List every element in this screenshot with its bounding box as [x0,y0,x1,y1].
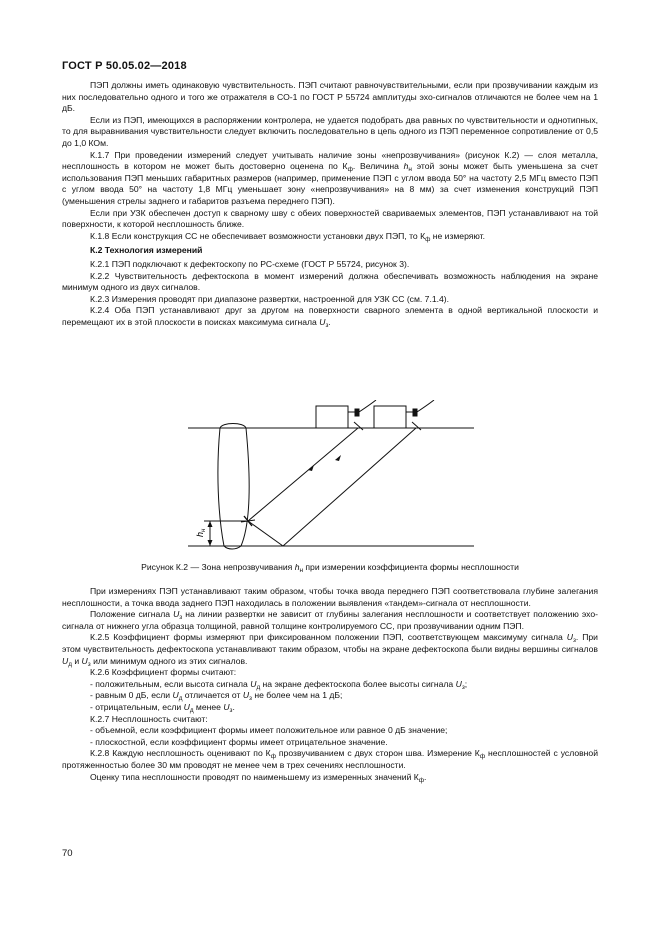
body-text-lower [62,586,598,783]
front-probe [316,406,348,428]
paragraph-k25: К.2.5 Коэффициент формы измеряют при фиксированном положении ПЭП, соответствующем максимуму сигнала $U_з$. При этом чувствительность дефектоскопа устанавливают таким образом, чтобы на экране дефектоскопа были видны вершины сигналов $U_д$ и $U_з$ или минимум одного из этих сигналов. [62,632,598,668]
body-text-upper [62,80,598,328]
paragraph: При измерениях ПЭП устанавливают таким образом, чтобы точка ввода переднего ПЭП соответствовала глубине залегания несплошности, а точка ввода заднего ПЭП находилась в положении выявления «тандем»-сигнала от несплошности. [62,586,598,608]
rear-probe-cable [417,400,434,412]
paragraph: Если из ПЭП, имеющихся в распоряжении контролера, не удается подобрать два равных по чувствительности и однотипных, то для выравнивания чувствительности следует включить последовательно в цепь одного из ПЭП переменное сопротивление от 0,5 до 1,0 КОм. [62,114,598,148]
rear-probe [374,406,406,428]
paragraph-k21: К.2.1 ПЭП подключают к дефектоскопу по РС-схеме (ГОСТ Р 55724, рисунок 3). [90,258,410,269]
section-heading: К.2 Технология измерений [90,245,203,256]
paragraph-k22: К.2.2 Чувствительность дефектоскопа в момент измерений должна обеспечивать возможность наблюдения на экране минимум одного из двух сигналов. [62,270,598,293]
paragraph-k26: К.2.6 Коэффициент формы считают: [90,667,237,678]
rear-beam-reflect [248,521,283,546]
figure-label-h: $h_н$ [195,528,207,537]
paragraph-k28: К.2.8 Каждую несплошность оценивают по $К_ф$ прозвучиванием с двух сторон шва. Измерение $К_ф$ несплошностей с условной протяженностью более 30 мм проводят не менее чем в трех сечениях несплошности. [62,748,598,770]
paragraph: Положение сигнала $U_з$ на линии развертки не зависит от глубины залегания несплошности и соответствует положению эхо-сигнала от нижнего угла образца толщиной, равной толщине контролируемого СС, при прозвучивании одним ПЭП. [62,609,598,631]
list-item: - отрицательным, если $U_д$ менее $U_з$. [90,701,235,714]
paragraph: Оценку типа несплошности проводят по наименьшему из измеренных значений $К_ф$. [90,771,427,784]
figure-caption: Рисунок К.2 — Зона непрозвучивания $h_н$ при измерении коэффициента формы несплошности [141,562,519,574]
list-item: - плоскостной, если коэффициент формы имеет отрицательное значение. [90,736,388,747]
paragraph-k23: К.2.3 Измерения проводят при диапазоне развертки, настроенной для УЗК СС (см. 7.1.4). [90,293,450,304]
paragraph: ПЭП должны иметь одинаковую чувствительность. ПЭП считают равночувствительными, если при прозвучивании каждым из них последовательно одного и того же отражателя в СО-1 по ГОСТ Р 55724 амплитуды эхо-сигналов отличаются не более чем на 1 дБ. [62,80,598,114]
front-probe-cable [359,400,376,412]
paragraph-k24: К.2.4 Оба ПЭП устанавливают друг за другом на поверхности сварного элемента в одной вертикальной плоскости и перемещают их в этой плоскости в поисках максимума сигнала $U_з$. [62,305,598,329]
paragraph-k17: К.1.7 При проведении измерений следует учитывать наличие зоны «непрозвучивания» (рисунок К.2) — слоя металла, несплошность в котором не может быть достоверно оценена по $К_ф$. Величина $h_н$ этой зоны может быть уменьшена за счет использования ПЭП меньших габаритных размеров (например, применение ПЭП с углом ввода 50° на частоту 2,5 МГц вместо ПЭП с углом ввода 50° на частоту 1,8 МГц уменьшает зону «непрозвучивания» на 8 мм) за счет изменения конструкций ПЭП (уменьшения стрелы заднего и габаритов разъема переднего ПЭП). [62,149,598,206]
paragraph-k27: К.2.7 Несплошность считают: [90,713,208,724]
weld-outline [218,424,249,550]
paragraph: Если при УЗК обеспечен доступ к сварному шву с обеих поверхностей свариваемых элементов, ПЭП устанавливают на той поверхности, к которой несплошность ближе. [62,207,598,230]
document-header: ГОСТ Р 50.05.02—2018 [62,60,187,72]
page-number: 70 [62,848,73,859]
rear-beam-down [283,428,416,546]
list-item: - равным 0 дБ, если $U_д$ отличается от $U_з$ не более чем на 1 дБ; [90,690,343,703]
figure-k2-diagram [186,400,476,560]
front-beam [248,428,358,521]
list-item: - объемной, если коэффициент формы имеет положительное или равное 0 дБ значение; [90,725,448,736]
paragraph-k18: К.1.8 Если конструкция СС не обеспечивает возможности установки двух ПЭП, то $К_ф$ не измеряют. [90,230,486,243]
list-item: - положительным, если высота сигнала $U_д$ на экране дефектоскопа более высоты сигнала $U_з$; [90,678,468,691]
